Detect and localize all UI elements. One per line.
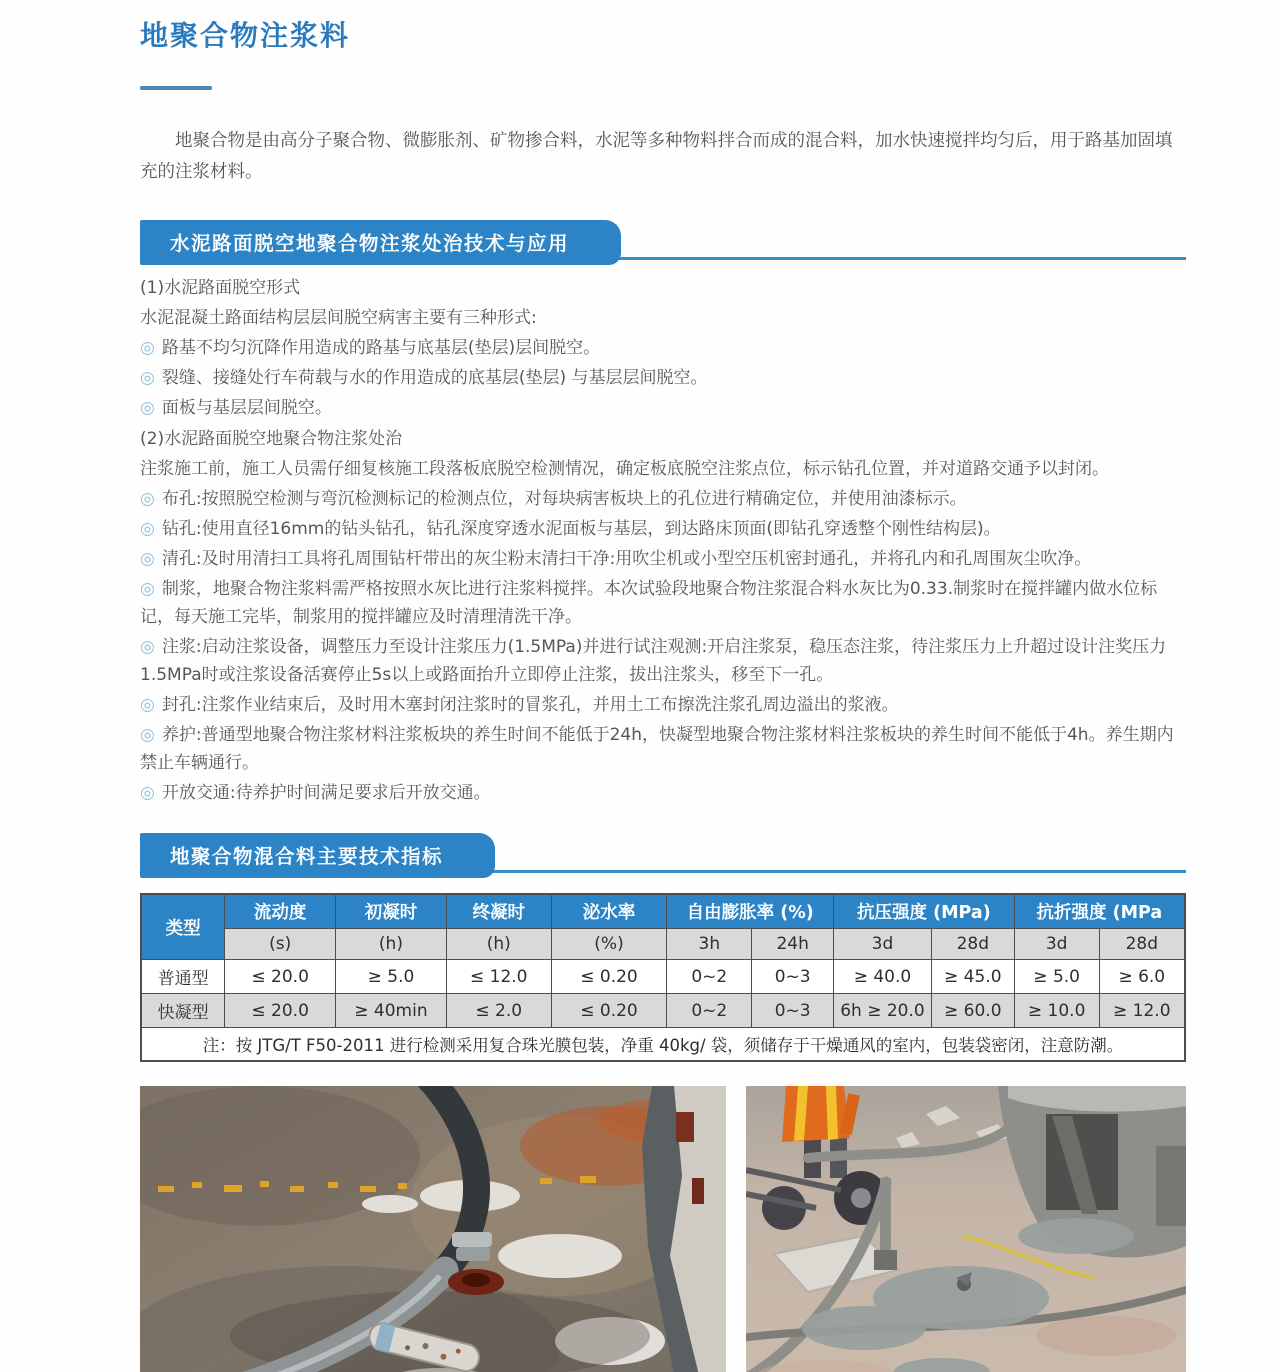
bullet-icon: ◎ — [140, 518, 155, 539]
table-header-row — [141, 894, 1185, 929]
unit-cell: 24h — [752, 929, 834, 960]
unit-cell: (h) — [446, 929, 551, 960]
table-units-row — [141, 929, 1185, 960]
value-cell: ≥ 40min — [336, 994, 447, 1028]
col-header: 终凝时 — [446, 894, 551, 929]
col-header: 流动度 — [225, 894, 336, 929]
table-note-row — [141, 1028, 1185, 1062]
col-header: 抗压强度 (MPa) — [834, 894, 1015, 929]
list-item: ◎ 布孔:按照脱空检测与弯沉检测标记的检测点位，对每块病害板块上的孔位进行精确定位，并使用油漆标示。 — [140, 488, 967, 509]
value-cell: ≥ 6.0 — [1099, 960, 1185, 994]
value-cell: ≤ 2.0 — [446, 994, 551, 1028]
value-cell: ≥ 40.0 — [834, 960, 932, 994]
value-cell: ≤ 20.0 — [225, 960, 336, 994]
list-item: 注浆施工前，施工人员需仔细复核施工段落板底脱空检测情况，确定板底脱空注浆点位，标示钻孔位置，并对道路交通予以封闭。 — [140, 458, 1109, 479]
list-item: ◎ 清孔:及时用清扫工具将孔周围钻杆带出的灰尘粉末清扫干净:用吹尘机或小型空压机密封通孔，并将孔内和孔周围灰尘吹净。 — [140, 548, 1092, 569]
value-cell: 0~3 — [752, 994, 834, 1028]
list-item: ◎ 开放交通:待养护时间满足要求后开放交通。 — [140, 783, 491, 804]
unit-cell: (h) — [336, 929, 447, 960]
table-note: 注：按 JTG/T F50-2011 进行检测采用复合珠光膜包装，净重 40kg/ 袋，须储存于干燥通风的室内，包装袋密闭，注意防潮。 — [141, 1028, 1185, 1062]
value-cell: ≤ 12.0 — [446, 960, 551, 994]
safety-vest — [782, 1086, 850, 1142]
col-header: 抗折强度 (MPa — [1014, 894, 1185, 929]
row-type-cell: 普通型 — [141, 960, 225, 994]
list-item: (2)水泥路面脱空地聚合物注浆处治 — [140, 428, 403, 449]
photo-grout-hose-injection-hole — [140, 1086, 726, 1372]
table-row — [141, 960, 1185, 994]
unit-cell: 3d — [1014, 929, 1099, 960]
list-item: ◎ 注浆:启动注浆设备，调整压力至设计注浆压力(1.5MPa)并进行试注观测:开启注浆泵，稳压态注浆，待注浆压力上升超过设计注奖压力1.5MPa时或注浆设备活赛停止5s以上或路面抬升立即停止注浆，拔出注浆头，移至下一孔。 — [140, 636, 1167, 685]
value-cell: ≤ 0.20 — [551, 994, 667, 1028]
value-cell: ≥ 5.0 — [1014, 960, 1099, 994]
value-cell: ≥ 12.0 — [1099, 994, 1185, 1028]
list-item: ◎ 养护:普通型地聚合物注浆材料注浆板块的养生时间不能低于24h，快凝型地聚合物注浆材料注浆板块的养生时间不能低于4h。养生期内禁止车辆通行。 — [140, 724, 1174, 774]
value-cell: 0~3 — [752, 960, 834, 994]
bullet-icon: ◎ — [140, 338, 155, 359]
bullet-icon: ◎ — [140, 636, 155, 657]
photo-grouting-site-worker — [746, 1086, 1186, 1372]
bullet-icon: ◎ — [140, 578, 155, 599]
section-banner-2-label: 地聚合物混合料主要技术指标 — [140, 833, 495, 878]
bullet-icon: ◎ — [140, 783, 155, 804]
list-item: ◎ 裂缝、接缝处行车荷载与水的作用造成的底基层(垫层) 与基层层间脱空。 — [140, 368, 708, 389]
unit-cell: 3d — [834, 929, 932, 960]
page-title: 地聚合物注浆料 — [140, 19, 351, 52]
bullet-icon: ◎ — [140, 694, 155, 715]
list-item: ◎ 路基不均匀沉降作用造成的路基与底基层(垫层)层间脱空。 — [140, 338, 601, 359]
section-banner-1 — [140, 220, 1186, 260]
bullet-icon: ◎ — [140, 398, 155, 419]
bullet-icon: ◎ — [140, 724, 155, 745]
value-cell: 6h ≥ 20.0 — [834, 994, 932, 1028]
col-header: 自由膨胀率 (%) — [667, 894, 834, 929]
value-cell: 0~2 — [667, 994, 752, 1028]
section-banner-1-label: 水泥路面脱空地聚合物注浆处治技术与应用 — [140, 220, 621, 265]
intro-paragraph: 地聚合物是由高分子聚合物、微膨胀剂、矿物掺合料，水泥等多种物料拌合而成的混合料，加水快速搅拌均匀后，用于路基加固填充的注浆材料。 — [140, 131, 1173, 183]
col-header: 初凝时 — [336, 894, 447, 929]
unit-cell: 28d — [931, 929, 1014, 960]
value-cell: ≤ 0.20 — [551, 960, 667, 994]
title-underline — [140, 86, 212, 90]
value-cell: 0~2 — [667, 960, 752, 994]
technical-spec-table — [140, 893, 1186, 1062]
unit-cell: (%) — [551, 929, 667, 960]
list-item: ◎ 制浆，地聚合物注浆料需严格按照水灰比进行注浆料搅拌。本次试验段地聚合物注浆混合料水灰比为0.33.制浆时在搅拌罐内做水位标记，每天施工完毕，制浆用的搅拌罐应及时清理清洗干净。 — [140, 578, 1158, 627]
list-item: 水泥混凝土路面结构层层间脱空病害主要有三种形式: — [140, 308, 537, 329]
list-item: ◎ 面板与基层层间脱空。 — [140, 398, 332, 419]
col-header-type: 类型 — [141, 894, 225, 960]
value-cell: ≥ 5.0 — [336, 960, 447, 994]
value-cell: ≥ 10.0 — [1014, 994, 1099, 1028]
list-item: ◎ 封孔:注浆作业结束后，及时用木塞封闭注浆时的冒浆孔，并用土工布擦洗注浆孔周边溢出的浆液。 — [140, 694, 899, 715]
photo-strip — [140, 1086, 1186, 1372]
value-cell: ≥ 45.0 — [931, 960, 1014, 994]
unit-cell: 3h — [667, 929, 752, 960]
row-type-cell: 快凝型 — [141, 994, 225, 1028]
bullet-icon: ◎ — [140, 548, 155, 569]
col-header: 泌水率 — [551, 894, 667, 929]
list-item: ◎ 钻孔:使用直径16mm的钻头钻孔，钻孔深度穿透水泥面板与基层，到达路床顶面(即钻孔穿透整个刚性结构层)。 — [140, 518, 1001, 539]
value-cell: ≥ 60.0 — [931, 994, 1014, 1028]
table-row — [141, 994, 1185, 1028]
value-cell: ≤ 20.0 — [225, 994, 336, 1028]
unit-cell: 28d — [1099, 929, 1185, 960]
section-1-body — [140, 274, 1186, 807]
list-item: (1)水泥路面脱空形式 — [140, 278, 301, 299]
section-banner-2 — [140, 833, 1186, 873]
unit-cell: (s) — [225, 929, 336, 960]
bullet-icon: ◎ — [140, 488, 155, 509]
bullet-icon: ◎ — [140, 368, 155, 389]
